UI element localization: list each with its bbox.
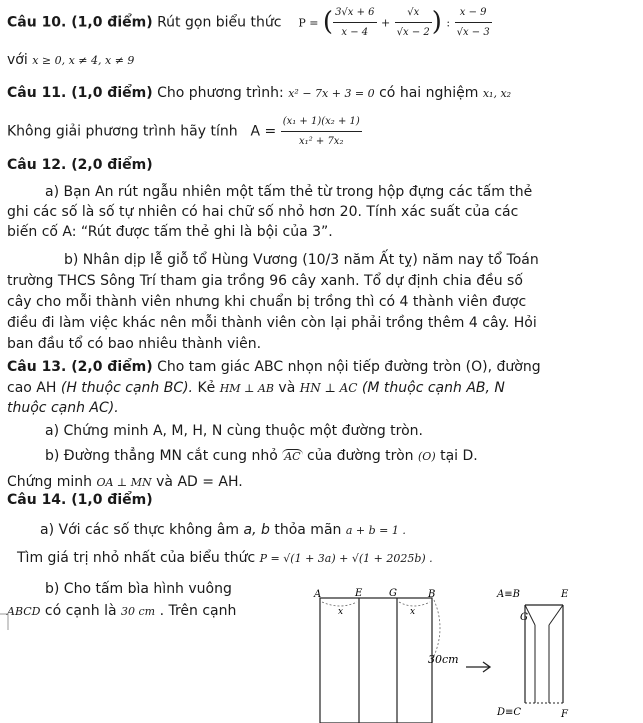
arrow-icon [465, 660, 495, 674]
q14-ab: a, b [243, 522, 270, 538]
q12-a-line3: biến cố A: “Rút được tấm thẻ ghi là bội của 3”. [7, 224, 333, 240]
prism-label-AB: A≡B [497, 589, 520, 600]
q13-b3: tại D. [440, 448, 478, 464]
fig-label-x2: x [410, 607, 416, 617]
q13-line1 [7, 358, 541, 377]
q14-b2: có cạnh là [44, 603, 117, 619]
q14-b-line1: b) Cho tấm bìa hình vuông [45, 581, 232, 597]
q12-b-line5: ban đầu tổ có bao nhiêu thành viên. [7, 336, 262, 352]
fig-label-A: A [314, 589, 322, 600]
q13-hn: HN ⊥ AC [299, 381, 358, 395]
square-sheet-figure [300, 588, 460, 723]
q12-b-line4: điều đi làm việc khác nên mỗi thành viên còn lại phải trồng thêm 4 cây. Hỏi [7, 315, 537, 331]
q13-l2b: (H thuộc cạnh BC). [60, 380, 194, 396]
q13-heading: Câu 13. (2,0 điểm) [7, 359, 153, 375]
q13-c2: và AD = AH. [156, 474, 243, 490]
q10-frac2: $\frac{√x}{√x - 2}$ [395, 3, 432, 42]
sheet-border [320, 598, 432, 723]
edge-mark [0, 612, 12, 632]
q13-l2e: (M thuộc cạnh AB, N [361, 380, 505, 396]
q13-l2c: Kẻ [197, 380, 216, 396]
q12-b-line1: b) Nhân dịp lễ giỗ tổ Hùng Vương (10/3 năm Ất tỵ) năm nay tổ Toán [64, 252, 539, 268]
q11-A-frac: $\frac{\text{(x₁ + 1)(x₂ + 1)}}{\text{x₁² + 7x₂}}$ [281, 112, 362, 151]
q14-P: P = √(1 + 3a) + √(1 + 2025b) . [259, 552, 433, 565]
prism-label-DC: D≡C [497, 707, 522, 718]
q13-line2 [7, 379, 505, 398]
brace-x-left [322, 602, 357, 606]
q12-b-line2: trường THCS Sông Trí tham gia trồng 96 cây xanh. Tổ dự định chia đều số [7, 273, 523, 289]
fig-label-G: G [389, 588, 397, 599]
prism-label-G: G [520, 612, 528, 623]
q11-line2 [7, 112, 362, 151]
q10-frac3: $\frac{x - 9}{√x - 3}$ [455, 3, 492, 42]
fig-label-30cm: 30cm [428, 653, 459, 666]
q14-side: 30 cm [121, 605, 156, 618]
q14-cond: a + b = 1 . [345, 524, 406, 537]
q11-text: Cho phương trình: [157, 85, 284, 101]
q11-text2: có hai nghiệm [379, 85, 479, 101]
q14-a2: thỏa mãn [274, 522, 342, 538]
q13-oa: OA ⊥ MN [96, 476, 152, 489]
q10-plus: + [381, 16, 391, 30]
q10-heading: Câu 10. (1,0 điểm) [7, 14, 153, 31]
q14-heading: Câu 14. (1,0 điểm) [7, 492, 153, 508]
q14-abcd: ABCD [7, 605, 41, 618]
prism-label-E: E [561, 589, 569, 600]
q10-text: Rút gọn biểu thức [157, 14, 282, 31]
q13-line3: thuộc cạnh AC). [7, 400, 119, 416]
q10-frac1: $\frac{3√x + 6}{x - 4}$ [333, 3, 376, 42]
q10-div: : [446, 16, 451, 30]
q11-equation: x² − 7x + 3 = 0 [288, 87, 375, 100]
q13-b2: của đường tròn [307, 448, 414, 464]
q13-l2a: cao AH [7, 380, 57, 396]
q13-arc: AC [284, 450, 301, 463]
q10-P: P = [298, 16, 319, 30]
q11-line1 [7, 84, 511, 103]
q10-cond-prefix: với [7, 52, 28, 68]
q13-l2d: và [278, 380, 296, 396]
q12-a-line1: a) Bạn An rút ngẫu nhiên một tấm thẻ từ trong hộp đựng các tấm thẻ [45, 184, 533, 200]
fig-label-E: E [355, 588, 363, 599]
q14-b3: . Trên cạnh [159, 603, 237, 619]
q14-b-line2 [7, 602, 236, 621]
q13-c-line [7, 473, 243, 492]
q10-cond: x ≥ 0, x ≠ 4, x ≠ 9 [32, 54, 135, 67]
brace-side [434, 600, 440, 656]
q14-a3: Tìm giá trị nhỏ nhất của biểu thức [17, 550, 256, 566]
q11-heading: Câu 11. (1,0 điểm) [7, 85, 153, 101]
prism-figure [493, 585, 603, 723]
q12-heading: Câu 12. (2,0 điểm) [7, 157, 153, 173]
q13-b-line [45, 447, 478, 466]
q12-a-line2: ghi các số là số tự nhiên có hai chữ số nhỏ hơn 20. Tính xác suất của các [7, 204, 519, 220]
q13-a: a) Chứng minh A, M, H, N cùng thuộc một đường tròn. [45, 423, 423, 439]
fig-label-B: B [428, 589, 436, 600]
q14-a-line2 [17, 549, 433, 568]
fig-label-x1: x [338, 607, 344, 617]
q10-line: Câu 10. (1,0 điểm) Rút gọn biểu thức P = ( $\frac{3√x + 6}{x - 4}$ + $\frac{√x}{√x - 2}$ ) : $\frac{x - 9}{√x - 3}$ [7, 3, 492, 42]
q13-c1: Chứng minh [7, 474, 93, 490]
q13-circ: (O) [418, 450, 436, 463]
q10-condition [7, 51, 134, 70]
brace-x-right [399, 602, 430, 606]
q13-b1: b) Đường thẳng MN cắt cung nhỏ [45, 448, 278, 464]
q14-a-line [40, 521, 406, 540]
q11-roots: x₁, x₂ [482, 87, 512, 100]
q11-A: A = [250, 123, 277, 140]
q13-hm: HM ⊥ AB [219, 382, 274, 395]
q12-b-line3: cây cho mỗi thành viên nhưng khi chuẩn bị trồng thì có 4 thành viên được [7, 294, 527, 310]
q11-line2-text: Không giải phương trình hãy tính [7, 123, 238, 140]
q13-text: Cho tam giác ABC nhọn nội tiếp đường tròn (O), đường [157, 359, 541, 375]
q14-a-text: a) Với các số thực không âm [40, 522, 240, 538]
prism-label-F: F [561, 709, 568, 720]
